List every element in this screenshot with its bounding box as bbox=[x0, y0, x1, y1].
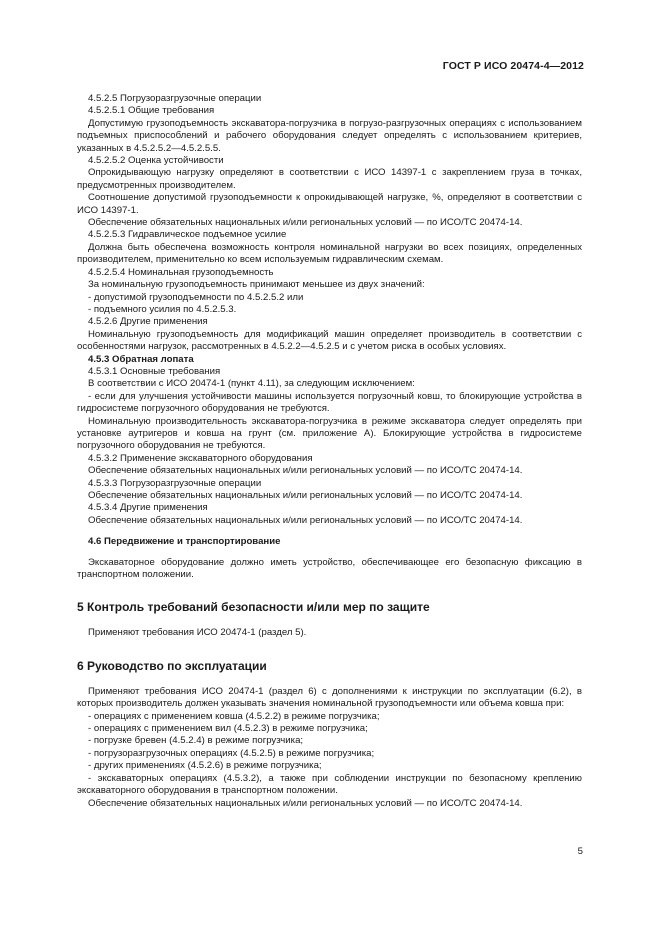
page-number: 5 bbox=[577, 846, 583, 857]
paragraph: Номинальную производительность экскаватора-погрузчика в режиме экскаватора следует определять при установке аутригеров и ковша на грунт (см. приложение А). Блокирующие устройства в гидросистеме погрузочного оборудования не требуются. bbox=[77, 415, 582, 452]
paragraph: Применяют требования ИСО 20474-1 (раздел 6) с дополнениями к инструкции по эксплуатации (6.2), в которых производитель должен указывать значения номинальной грузоподъемности или объема ковша при: bbox=[77, 685, 582, 710]
paragraph: Обеспечение обязательных национальных и/или региональных условий — по ИСО/ТС 20474-14. bbox=[88, 217, 523, 229]
paragraph: За номинальную грузоподъемность принимают меньшее из двух значений: bbox=[88, 279, 425, 291]
list-item: - допустимой грузоподъемности по 4.5.2.5.2 или bbox=[88, 291, 304, 303]
subsection-heading: 4.6 Передвижение и транспортирование bbox=[88, 536, 281, 548]
clause-heading: 4.5.3.3 Погрузоразгрузочные операции bbox=[88, 477, 262, 489]
paragraph: Обеспечение обязательных национальных и/или региональных условий — по ИСО/ТС 20474-14. bbox=[88, 514, 523, 526]
list-item: - операциях с применением вил (4.5.2.3) в режиме погрузчика; bbox=[88, 723, 368, 735]
paragraph: В соответствии с ИСО 20474-1 (пункт 4.11), за следующим исключением: bbox=[88, 378, 415, 390]
clause-heading: 4.5.2.5.3 Гидравлическое подъемное усилие bbox=[88, 229, 287, 241]
paragraph: Обеспечение обязательных национальных и/или региональных условий — по ИСО/ТС 20474-14. bbox=[88, 490, 523, 501]
clause-heading: 4.5.3.1 Основные требования bbox=[88, 365, 221, 377]
paragraph: Обеспечение обязательных национальных и/или региональных условий — по ИСО/ТС 20474-14. bbox=[88, 797, 523, 809]
paragraph: Допустимую грузоподъемность экскаватора-погрузчика в погрузо-разгрузочных операциях с использованием подъемных приспособлений и рабочего оборудования следует определять с использованием критериев, указанных в 4.5.2.5.2—4.5.2.5.5. bbox=[77, 117, 582, 154]
paragraph: Должна быть обеспечена возможность контроля номинальной нагрузки во всех позициях, определенных производителем, применительно ко всем используемым гидравлическим схемам. bbox=[77, 241, 582, 266]
list-item: - погрузке бревен (4.5.2.4) в режиме погрузчика; bbox=[88, 735, 304, 747]
list-item: - экскаваторных операциях (4.5.3.2), а также при соблюдении инструкции по безопасному креплению экскаваторного оборудования в транспортном положении. bbox=[77, 772, 582, 797]
paragraph: Экскаваторное оборудование должно иметь устройство, обеспечивающее его безопасную фиксацию в транспортном положении. bbox=[77, 556, 582, 581]
list-item: - если для улучшения устойчивости машины используется погрузочный ковш, то блокирующие устройства в гидросистеме погрузочного оборудования не требуются. bbox=[77, 390, 582, 415]
document-body bbox=[77, 93, 582, 810]
list-item: - погрузоразгрузочных операциях (4.5.2.5) в режиме погрузчика; bbox=[88, 747, 375, 759]
clause-heading: 4.5.3.2 Применение экскаваторного оборудования bbox=[88, 452, 313, 464]
list-item: - операциях с применением ковша (4.5.2.2) в режиме погрузчика; bbox=[88, 710, 380, 722]
clause-heading: 4.5.2.5.4 Номинальная грузоподъемность bbox=[88, 266, 274, 278]
clause-heading: 4.5.2.5.2 Оценка устойчивости bbox=[88, 155, 224, 167]
clause-heading: 4.5.3.4 Другие применения bbox=[88, 502, 208, 514]
paragraph: Применяют требования ИСО 20474-1 (раздел 5). bbox=[88, 627, 307, 639]
clause-heading: 4.5.3 Обратная лопата bbox=[88, 353, 194, 365]
list-item: - других применениях (4.5.2.6) в режиме погрузчика; bbox=[88, 760, 322, 772]
document-header: ГОСТ Р ИСО 20474-4—2012 bbox=[442, 60, 584, 72]
section-heading: 5 Контроль требований безопасности и/или мер по защите bbox=[77, 600, 430, 615]
paragraph: Опрокидывающую нагрузку определяют в соответствии с ИСО 14397-1 с закреплением груза в точках, предусмотренных производителем. bbox=[77, 167, 582, 191]
clause-heading: 4.5.2.5 Погрузоразгрузочные операции bbox=[88, 93, 262, 104]
clause-heading: 4.5.2.5.1 Общие требования bbox=[88, 105, 215, 117]
paragraph: Номинальную грузоподъемность для модификаций машин определяет производитель в соответствии с особенностями нагрузок, рассмотренных в 4.5.2.2—4.5.2.5 и с учетом риска в особых условиях. bbox=[77, 328, 582, 353]
section-heading: 6 Руководство по эксплуатации bbox=[77, 658, 267, 673]
list-item: - подъемного усилия по 4.5.2.5.3. bbox=[88, 303, 237, 315]
paragraph: Обеспечение обязательных национальных и/или региональных условий — по ИСО/ТС 20474-14. bbox=[88, 465, 523, 477]
clause-heading: 4.5.2.6 Другие применения bbox=[88, 316, 208, 328]
paragraph: Соотношение допустимой грузоподъемности к опрокидывающей нагрузке, %, определяют в соответствии с ИСО 14397-1. bbox=[77, 192, 582, 216]
